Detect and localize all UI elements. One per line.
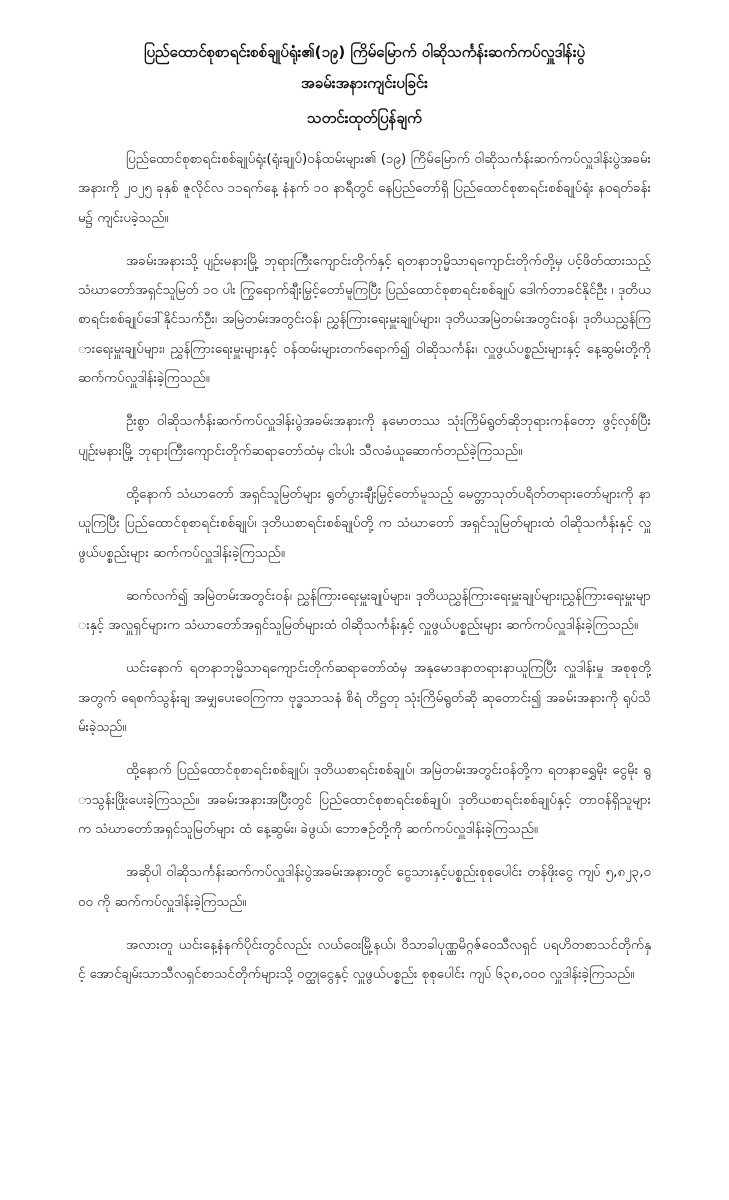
document-title: ပြည်ထောင်စုစာရင်းစစ်ချုပ်ရုံး၏(၁၉) ကြိမ်မြောက် ဝါဆိုသင်္ကန်းဆက်ကပ်လှူဒါန်းပွဲ bbox=[143, 43, 586, 61]
paragraph-offering-staff: ဆက်လက်၍ အမြဲတမ်းအတွင်းဝန်၊ ညွှန်ကြားရေးမှူးချုပ်များ၊ ဒုတိယညွှန်ကြားရေးမှူးချုပ်များ၊ညွှန်ကြားရေးမှူးများနှင့် အလှူရှင်များက သံဃာတော်အရှင်သူမြတ်များထံ ဝါဆိုသင်္ကန်းနှင့် လှူဖွယ်ပစ္စည်းများ ဆက်ကပ်လှူဒါန်းခဲ့ကြသည်။ bbox=[78, 588, 651, 634]
paragraph-total-value: အဆိုပါ ဝါဆိုသင်္ကန်းဆက်ကပ်လှူဒါန်းပွဲအခမ်းအနားတွင် ငွေသားနှင့်ပစ္စည်းစုစုပေါင်း တန်ဖိုးငွေ ကျပ် ၅,၈၂၃,၀၀၀ ကို ဆက်ကပ်လှူဒါန်းခဲ့ကြသည်။ bbox=[78, 865, 651, 910]
document-subtitle: အခမ်းအနားကျင်းပခြင်း bbox=[301, 74, 428, 92]
paragraph-ceremony-held: ပြည်ထောင်စုစာရင်းစစ်ချုပ်ရုံး(ရုံးချုပ်)ဝန်ထမ်းများ၏ (၁၉) ကြိမ်မြောက် ဝါဆိုသင်္ကန်းဆက်ကပ်လှူဒါန်းပွဲအခမ်းအနားကို ၂၀၂၅ ခုနှစ် ဇူလိုင်လ ၁၁ရက်နေ့ နံနက် ၁၀ နာရီတွင် နေပြည်တော်ရှိ ပြည်ထောင်စုစာရင်းစစ်ချုပ်ရုံး နဝရတ်ခန်းမ၌ ကျင်းပခဲ့သည်။ bbox=[78, 152, 651, 226]
paragraph-nunnery-donation: အလားတူ ယင်းနေ့နံနက်ပိုင်းတွင်လည်း လယ်ဝေးမြို့နယ်၊ ဝိသာခါပုဏ္ဏမိဂ္ဂဇ်ဝေသီလရှင် ပရဟိတစာသင်တိုက်နှင့် အောင်ချမ်းသာသီလရှင်စာသင်တိုက်များသို့ ဝတ္ထုငွေနှင့် လှူဖွယ်ပစ္စည်း စုစုပေါင်း ကျပ် ၆၃၈,၀၀၀ လှူဒါန်းခဲ့ကြသည်။ bbox=[78, 937, 651, 983]
paragraph-meal-offering: ထို့နောက် ပြည်ထောင်စုစာရင်းစစ်ချုပ်၊ ဒုတိယစာရင်းစစ်ချုပ်၊ အမြဲတမ်းအတွင်းဝန်တို့က ရတနာရွှေမိုး ငွေမိုး ရွာသွန်းဖြိုးပေးခဲ့ကြသည်။ အခမ်းအနားအပြီးတွင် ပြည်ထောင်စုစာရင်းစစ်ချုပ်၊ ဒုတိယစာရင်းစစ်ချုပ်နှင့် တာဝန်ရှိသူများက သံဃာတော်အရှင်သူမြတ်များ ထံ နေ့ဆွမ်း၊ ခဲဖွယ်၊ ဘောဇဉ်တို့ကို ဆက်ကပ်လှူဒါန်းခဲ့ကြသည်။ bbox=[78, 763, 651, 837]
press-release-heading: သတင်းထုတ်ပြန်ချက် bbox=[307, 109, 422, 127]
paragraph-opening: ဦးစွာ ဝါဆိုသင်္ကန်းဆက်ကပ်လှူဒါန်းပွဲအခမ်းအနားကို နမောတဿ သုံးကြိမ်ရွတ်ဆိုဘုရားကန်တော့ ဖွင့်လှစ်ပြီး ပျဉ်းမနားမြို့ ဘုရားကြီးကျောင်းတိုက်ဆရာတော်ထံမှ ငါးပါး သီလခံယူဆောက်တည်ခဲ့ကြသည်။ bbox=[78, 414, 651, 459]
paragraph-offering-leaders: ထို့နောက် သံဃာတော် အရှင်သူမြတ်များ ရွတ်ပွားချီးမြှင့်တော်မူသည့် မေတ္တာသုတ်ပရိတ်တရားတော်များကို နာယူကြပြီး ပြည်ထောင်စုစာရင်းစစ်ချုပ်၊ ဒုတိယစာရင်းစစ်ချုပ်တို့ က သံဃာတော် အရှင်သူမြတ်များထံ ဝါဆိုသင်္ကန်းနှင့် လှူဖွယ်ပစ္စည်းများ ဆက်ကပ်လှူဒါန်းခဲ့ကြသည်။ bbox=[78, 486, 651, 561]
paragraph-attendees: အခမ်းအနားသို့ ပျဉ်းမနားမြို့ ဘုရားကြီးကျောင်းတိုက်နှင့် ရတနာဘုမ္မိသာရကျောင်းတိုက်တို့မှ ပင့်ဖိတ်ထားသည့် သံဃာတော်အရှင်သူမြတ် ၁၀ ပါး ကြွရောက်ချီးမြှင့်တော်မူကြပြီး ပြည်ထောင်စုစာရင်းစစ်ချုပ် ဒေါက်တာခင်နိုင်ဦး ၊ ဒုတိယစာရင်းစစ်ချုပ်ဒေါ်နိုင်သက်ဦး၊ အမြဲတမ်းအတွင်းဝန်၊ ညွှန်ကြားရေးမှူးချုပ်များ၊ ဒုတိယအမြဲတမ်းအတွင်းဝန်၊ ဒုတိယညွှန်ကြားရေးမှူးချုပ်များ၊ ညွှန်ကြားရေးမှူးများနှင့် ဝန်ထမ်းများတက်ရောက်၍ ဝါဆိုသင်္ကန်း၊ လှူဖွယ်ပစ္စည်းများနှင့် နေ့ဆွမ်းတို့ကို ဆက်ကပ်လှူဒါန်းခဲ့ကြသည်။ bbox=[78, 253, 651, 387]
paragraph-closing: ယင်းနောက် ရတနာဘုမ္မိသာရကျောင်းတိုက်ဆရာတော်ထံမှ အနုမောဒနာတရားနာယူကြပြီး လှူဒါန်းမှု အစုစုတို့အတွက် ရေစက်သွန်းချ အမျှပေးဝေကြကာ ဗုဒ္ဓသာသနံ စိရံ တိဋ္ဌတု သုံးကြိမ်ရွတ်ဆို ဆုတောင်း၍ အခမ်းအနားကို ရုပ်သိမ်းခဲ့သည်။ bbox=[78, 661, 651, 736]
